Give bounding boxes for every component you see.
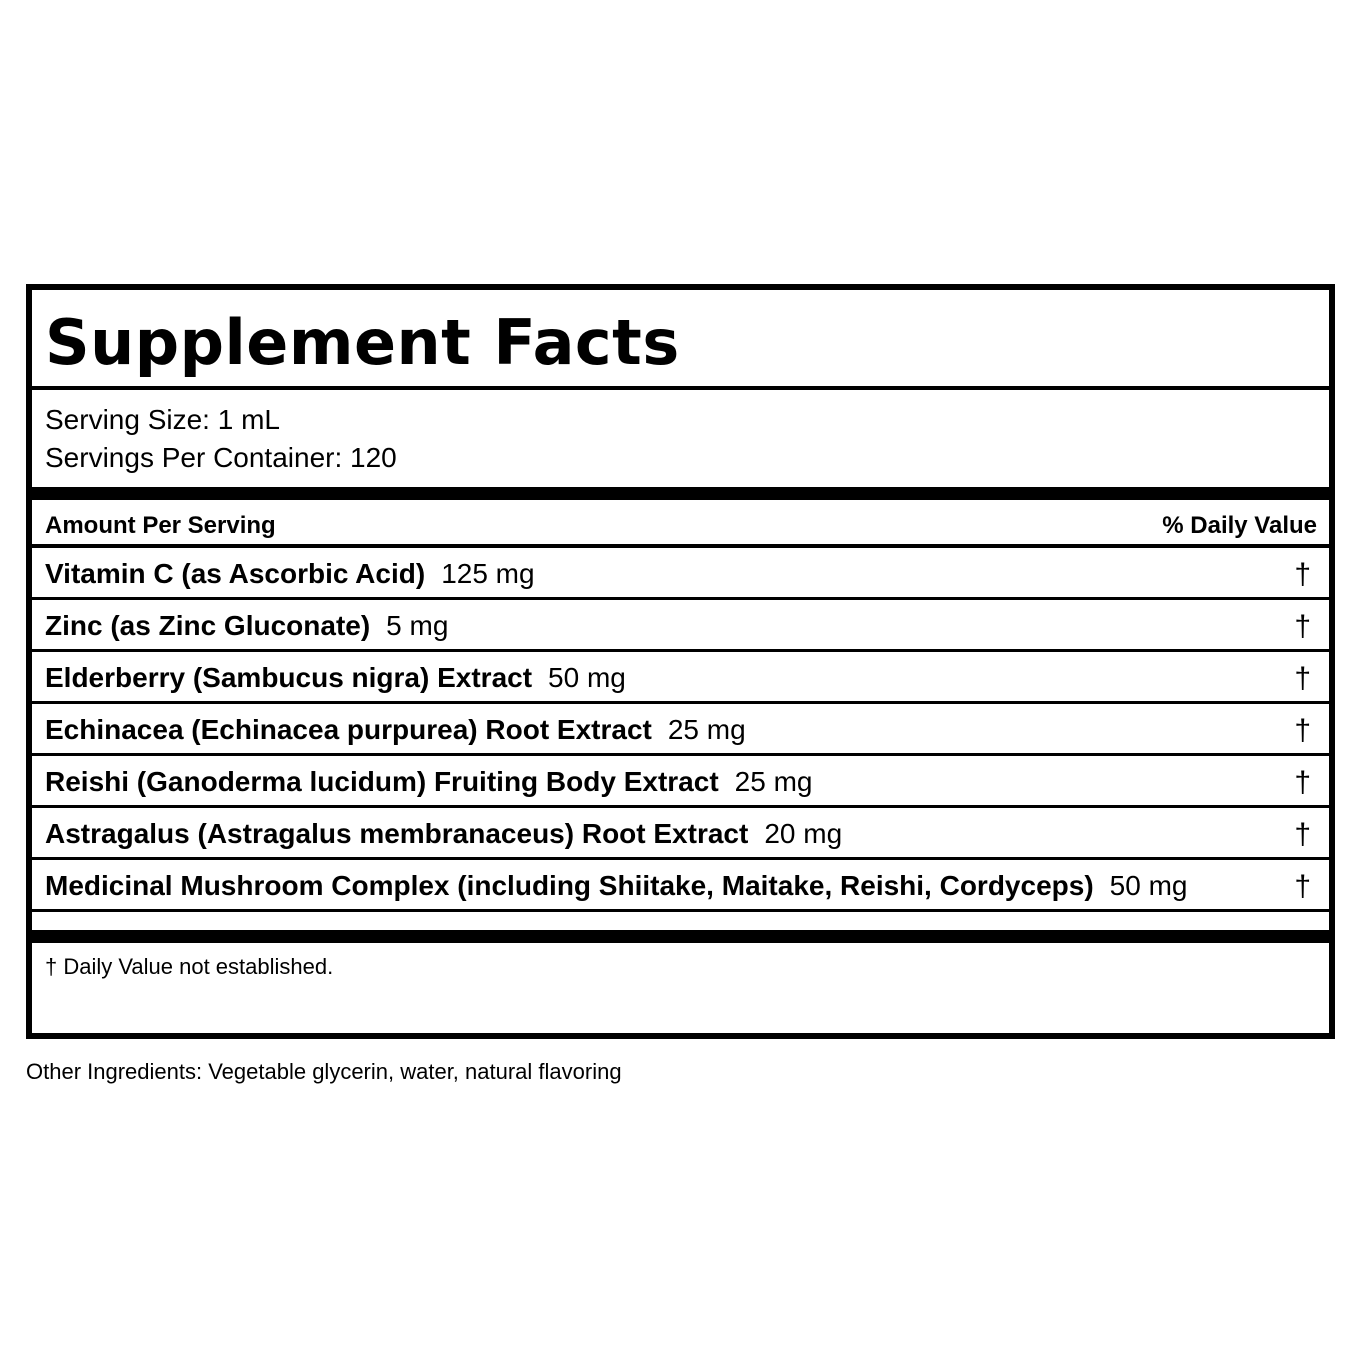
ingredient-name: Zinc (as Zinc Gluconate) 5 mg — [45, 610, 449, 641]
table-row — [32, 652, 1329, 704]
amount-per-serving-header: Amount Per Serving — [45, 512, 276, 539]
title-row — [32, 290, 1329, 390]
ingredient-amount: 50 mg — [1109, 870, 1188, 901]
daily-value-dagger: † — [1294, 558, 1311, 591]
supplement-facts-panel — [26, 284, 1335, 1039]
ingredient-name: Vitamin C (as Ascorbic Acid) 125 mg — [45, 558, 535, 589]
ingredient-amount: 25 mg — [667, 714, 746, 745]
ingredient-list — [32, 548, 1329, 912]
daily-value-dagger: † — [1294, 766, 1311, 799]
table-row — [32, 600, 1329, 652]
daily-value-dagger: † — [1294, 662, 1311, 695]
table-row — [32, 704, 1329, 756]
thick-divider-bottom — [32, 930, 1329, 943]
table-row — [32, 860, 1329, 912]
thick-divider-top — [32, 487, 1329, 500]
serving-info — [32, 390, 1329, 487]
page-title: Supplement Facts — [45, 306, 680, 379]
ingredient-amount: 125 mg — [441, 558, 535, 589]
daily-value-footnote: † Daily Value not established. — [45, 954, 334, 979]
ingredient-name: Astragalus (Astragalus membranaceus) Root Extract 20 mg — [45, 818, 843, 849]
servings-per-container: Servings Per Container: 120 — [45, 442, 397, 473]
table-row — [32, 548, 1329, 600]
daily-value-dagger: † — [1294, 610, 1311, 643]
column-header-row — [32, 500, 1329, 548]
ingredient-name: Elderberry (Sambucus nigra) Extract 50 mg — [45, 662, 626, 693]
ingredient-amount: 25 mg — [734, 766, 813, 797]
serving-size: Serving Size: 1 mL — [45, 404, 280, 435]
ingredient-amount: 5 mg — [386, 610, 449, 641]
ingredient-amount: 20 mg — [764, 818, 843, 849]
ingredient-name: Echinacea (Echinacea purpurea) Root Extract 25 mg — [45, 714, 746, 745]
table-row — [32, 756, 1329, 808]
ingredient-name: Medicinal Mushroom Complex (including Shiitake, Maitake, Reishi, Cordyceps) 50 mg — [45, 870, 1188, 901]
daily-value-dagger: † — [1294, 818, 1311, 851]
other-ingredients: Other Ingredients: Vegetable glycerin, water, natural flavoring — [26, 1059, 622, 1084]
daily-value-dagger: † — [1294, 870, 1311, 903]
daily-value-header: % Daily Value — [1162, 512, 1317, 539]
ingredient-name: Reishi (Ganoderma lucidum) Fruiting Body Extract 25 mg — [45, 766, 813, 797]
table-row — [32, 808, 1329, 860]
ingredient-amount: 50 mg — [548, 662, 626, 693]
daily-value-dagger: † — [1294, 714, 1311, 747]
